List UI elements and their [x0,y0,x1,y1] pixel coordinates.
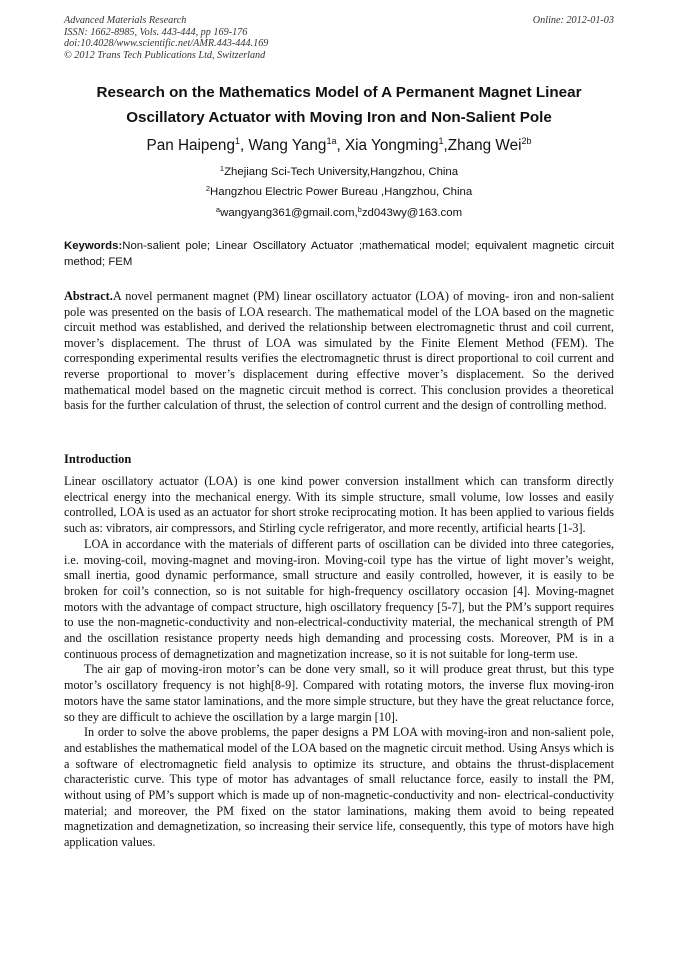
email-sup: b [357,205,362,214]
email-a-link[interactable]: wangyang361@gmail.com, [220,207,358,219]
introduction-heading: Introduction [64,452,132,466]
paragraph: The air gap of moving-iron motor’s can be done very small, so it will produce great thrust, but this type motor’s oscillatory frequency is not high[8-9]. Compared with rotating motors, the inverse flux moving-iron motors have the same stator laminations, and the more simple structure, but they have the great reluctance force, so they are difficult to achieve the oscillation by a large margin [10]. [64,662,614,724]
keywords-label: Keywords: [64,240,123,252]
doi-line: doi:10.4028/www.scientific.net/AMR.443-444.169 [64,38,269,49]
email-sup: a [215,205,221,214]
author-name: Xia Yongming [344,137,439,154]
title-line-1: Research on the Mathematics Model of A Permanent Magnet Linear [96,84,582,101]
paper-title [64,80,614,130]
online-date: Online: 2012-01-03 [532,15,614,26]
abstract-label: Abstract. [64,289,113,303]
paragraph: Linear oscillatory actuator (LOA) is one kind power conversion installment which can transform directly electrical energy into the mechanical energy. With its simple structure, small volume, low losses and easily controlled, LOA is used as an actuator for short stroke reciprocating motion. It has been applied to various fields such as: vibrators, air compressors, and Stirling cycle refrigerator, and more recently, artificial hearts [1-3]. [64,474,614,536]
introduction-body [64,474,614,851]
author-sup: 1 [234,136,240,146]
author-sup: 2b [521,136,532,146]
author-sep: , [336,137,345,154]
affiliation-text: Hangzhou Electric Power Bureau ,Hangzhou, China [210,186,473,198]
paragraph: In order to solve the above problems, the paper designs a PM LOA with moving-iron and non-salient pole, and establishes the mathematical model of the LOA based on the magnetic circuit method. Using Ansys which is a software of electromagnetic field analysis to optimize its structure, and obtains the thrust-displacement characteristic curve. This type of motor has advantages of small reluctance force, easily to install the PM, without using of PM’s support which is made up of non-magnetic-conductivity and non- electrical-conductivity material; and moreover, the PM fixed on the stator laminations, making them avoid to being repeated magnetization and demagnetization, so increasing their service life, consequently, this type of motors have high application values. [64,725,614,850]
affiliation-sup: 2 [205,184,211,193]
author-name: Pan Haipeng [146,137,235,154]
copyright-line: © 2012 Trans Tech Publications Ltd, Switzerland [64,49,266,61]
author-list [64,136,614,156]
journal-header [64,15,614,61]
affiliation-2 [64,185,614,199]
email-b-link[interactable]: zd043wy@163.com [361,207,463,219]
email-line [64,206,614,220]
author-name: Zhang Wei [447,137,522,154]
author-name: Wang Yang [248,137,327,154]
abstract-block [64,289,614,414]
author-sup: 1a [326,136,337,146]
title-line-2: Oscillatory Actuator with Moving Iron and Non-Salient Pole [126,109,552,126]
affiliation-sup: 1 [219,164,225,173]
keywords-block [64,238,614,270]
paragraph: LOA in accordance with the materials of different parts of oscillation can be divided into three categories, i.e. moving-coil, moving-magnet and moving-iron. Moving-coil type has the virtue of light mover’s weight, small inertia, good dynamic performance, small structure and easily controlled, however, it is easily to be broken for coil’s connection, so is not suitable for high-frequency oscillatory occasion [4]. Moving-magnet motors with the advantage of compact structure, high oscillatory frequency [5-7], but the PM’s support requires to use the non-magnetic-conductivity and non-electrical-conductivity material, the mechanical strength of PM and the oscillation resistance property needs high demanding and processing costs. Moreover, PM is in a continuous process of demagnetization and magnetization increase, so it is not suitable for long-term use. [64,536,614,661]
affiliation-text: Zhejiang Sci-Tech University,Hangzhou, China [224,166,459,178]
author-sep: , [443,137,448,154]
issn-line: ISSN: 1662-8985, Vols. 443-444, pp 169-176 [64,26,248,38]
journal-name: Advanced Materials Research [64,15,187,26]
abstract-text: A novel permanent magnet (PM) linear oscillatory actuator (LOA) of moving- iron and non-salient pole was presented on the basis of LOA research. The mathematical model of the LOA based on the magnetic circuit method was established, and derived the relationship between electromagnetic thrust and coil current, mover’s displacement. The thrust of LOA was simulated by the Finite Element Method (FEM). The corresponding experimental results verifies the electromagnetic thrust is direct proportional to coil current and reverse proportional to mover’s displacement during effective mover’s displacement. So the derived mathematical model based on the magnetic circuit method is correct. This conclusion provides a theoretical basis for the further calculation of thrust, the selection of control current and the design of controlling method. [64,289,614,413]
author-sup: 1 [438,136,444,146]
keywords-text: Non-salient pole; Linear Oscillatory Actuator ;mathematical model; equivalent magnetic circuit method; FEM [64,240,614,268]
affiliation-1 [64,165,614,179]
author-sep: , [239,137,249,154]
